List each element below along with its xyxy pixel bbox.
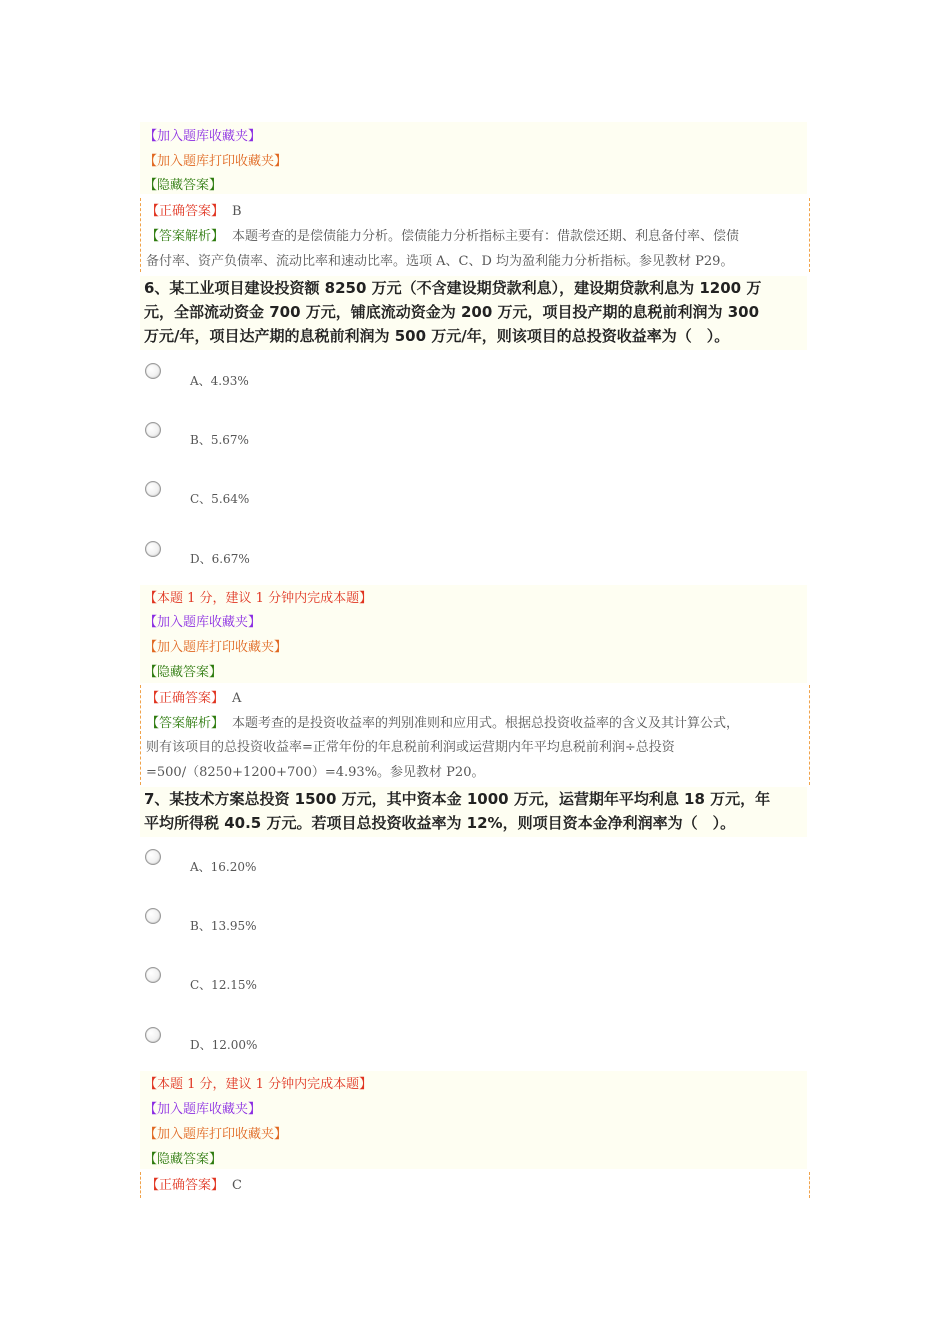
q7-option-d-label: D、12.00% xyxy=(190,1038,258,1052)
q7-option-b-radio[interactable] xyxy=(145,908,161,924)
q5-correct-answer-line xyxy=(146,199,803,224)
q7-option-a[interactable] xyxy=(145,849,445,874)
q7-option-c[interactable] xyxy=(145,967,445,992)
q6-correct-answer-value: A xyxy=(232,691,242,706)
q5-analysis-text-2: 备付率、资产负债率、流动比率和速动比率。选项 A、C、D 均为盈利能力分析指标。参见教材 P29。 xyxy=(146,254,734,269)
q6-option-b-radio[interactable] xyxy=(145,422,161,438)
q6-analysis-text-3: =500/（8250+1200+700）=4.93%。参见教材 P20。 xyxy=(146,765,485,780)
q6-question-line-1: 6、某工业项目建设投资额 8250 万元（不含建设期贷款利息），建设期贷款利息为 1200 万 xyxy=(144,279,762,297)
q7-option-c-radio[interactable] xyxy=(145,967,161,983)
q6-option-a-radio[interactable] xyxy=(145,363,161,379)
q5-add-print-collection-link[interactable]: 【加入题库打印收藏夹】 xyxy=(144,154,288,169)
q7-question-line-1: 7、某技术方案总投资 1500 万元，其中资本金 1000 万元，运营期年平均利息 18 万元，年 xyxy=(144,790,771,808)
q7-question-text xyxy=(144,787,808,835)
q6-question-line-2: 元，全部流动资金 700 万元，铺底流动资金为 200 万元，项目投产期的息税前利润为 300 xyxy=(144,303,760,321)
q6-option-b[interactable] xyxy=(145,422,445,447)
q6-option-d-radio[interactable] xyxy=(145,541,161,557)
q6-analysis-line-3 xyxy=(146,760,803,785)
correct-answer-label: 【正确答案】 xyxy=(146,204,225,219)
q6-option-a-label: A、4.93% xyxy=(190,374,249,388)
q6-option-c[interactable] xyxy=(145,481,445,506)
q6-option-d-label: D、6.67% xyxy=(190,552,250,566)
q7-option-b-label: B、13.95% xyxy=(190,919,257,933)
q7-add-collection-link[interactable]: 【加入题库收藏夹】 xyxy=(144,1102,262,1117)
q6-add-collection-link[interactable]: 【加入题库收藏夹】 xyxy=(144,615,262,630)
q7-correct-answer-value: C xyxy=(232,1178,242,1193)
correct-answer-label: 【正确答案】 xyxy=(146,691,225,706)
correct-answer-label: 【正确答案】 xyxy=(146,1178,225,1193)
q7-option-a-label: A、16.20% xyxy=(190,860,257,874)
q6-analysis-line-1 xyxy=(146,711,803,736)
q6-add-print-collection-link[interactable]: 【加入题库打印收藏夹】 xyxy=(144,640,288,655)
analysis-label: 【答案解析】 xyxy=(146,229,225,244)
q7-hide-answer-link[interactable]: 【隐藏答案】 xyxy=(144,1152,223,1167)
q7-option-c-label: C、12.15% xyxy=(190,978,257,992)
q6-option-c-radio[interactable] xyxy=(145,481,161,497)
q7-option-d-radio[interactable] xyxy=(145,1027,161,1043)
q6-answer-box xyxy=(140,685,810,785)
q7-correct-answer-line xyxy=(146,1173,803,1198)
q7-option-a-radio[interactable] xyxy=(145,849,161,865)
q6-analysis-text-1: 本题考查的是投资收益率的判别准则和应用式。根据总投资收益率的含义及其计算公式， xyxy=(232,716,740,731)
q5-answer-box xyxy=(140,198,810,272)
q5-analysis-text-1: 本题考查的是偿债能力分析。偿债能力分析指标主要有：借款偿还期、利息备付率、偿债 xyxy=(232,229,740,244)
q7-score-note: 【本题 1 分，建议 1 分钟内完成本题】 xyxy=(144,1077,373,1092)
q6-option-b-label: B、5.67% xyxy=(190,433,249,447)
q6-question-line-3: 万元/年，项目达产期的息税前利润为 500 万元/年，则该项目的总投资收益率为（ ）。 xyxy=(144,327,730,345)
q7-option-d[interactable] xyxy=(145,1027,445,1052)
q5-add-collection-link[interactable]: 【加入题库收藏夹】 xyxy=(144,129,262,144)
q6-score-note: 【本题 1 分，建议 1 分钟内完成本题】 xyxy=(144,591,373,606)
q6-option-c-label: C、5.64% xyxy=(190,492,250,506)
q5-analysis-line-2 xyxy=(146,249,803,274)
q5-hide-answer-link[interactable]: 【隐藏答案】 xyxy=(144,178,223,193)
q6-question-text xyxy=(144,276,808,348)
q5-correct-answer-value: B xyxy=(232,204,242,219)
q5-analysis-line-1 xyxy=(146,224,803,249)
q7-answer-box xyxy=(140,1172,810,1198)
q6-analysis-line-2 xyxy=(146,735,803,760)
q6-hide-answer-link[interactable]: 【隐藏答案】 xyxy=(144,665,223,680)
analysis-label: 【答案解析】 xyxy=(146,716,225,731)
q6-option-a[interactable] xyxy=(145,363,445,388)
q7-add-print-collection-link[interactable]: 【加入题库打印收藏夹】 xyxy=(144,1127,288,1142)
q6-option-d[interactable] xyxy=(145,541,445,566)
q6-correct-answer-line xyxy=(146,686,803,711)
q6-analysis-text-2: 则有该项目的总投资收益率=正常年份的年息税前利润或运营期内年平均息税前利润÷总投资 xyxy=(146,740,675,755)
q7-question-line-2: 平均所得税 40.5 万元。若项目总投资收益率为 12%，则项目资本金净利润率为（ ）。 xyxy=(144,814,736,832)
q7-option-b[interactable] xyxy=(145,908,445,933)
